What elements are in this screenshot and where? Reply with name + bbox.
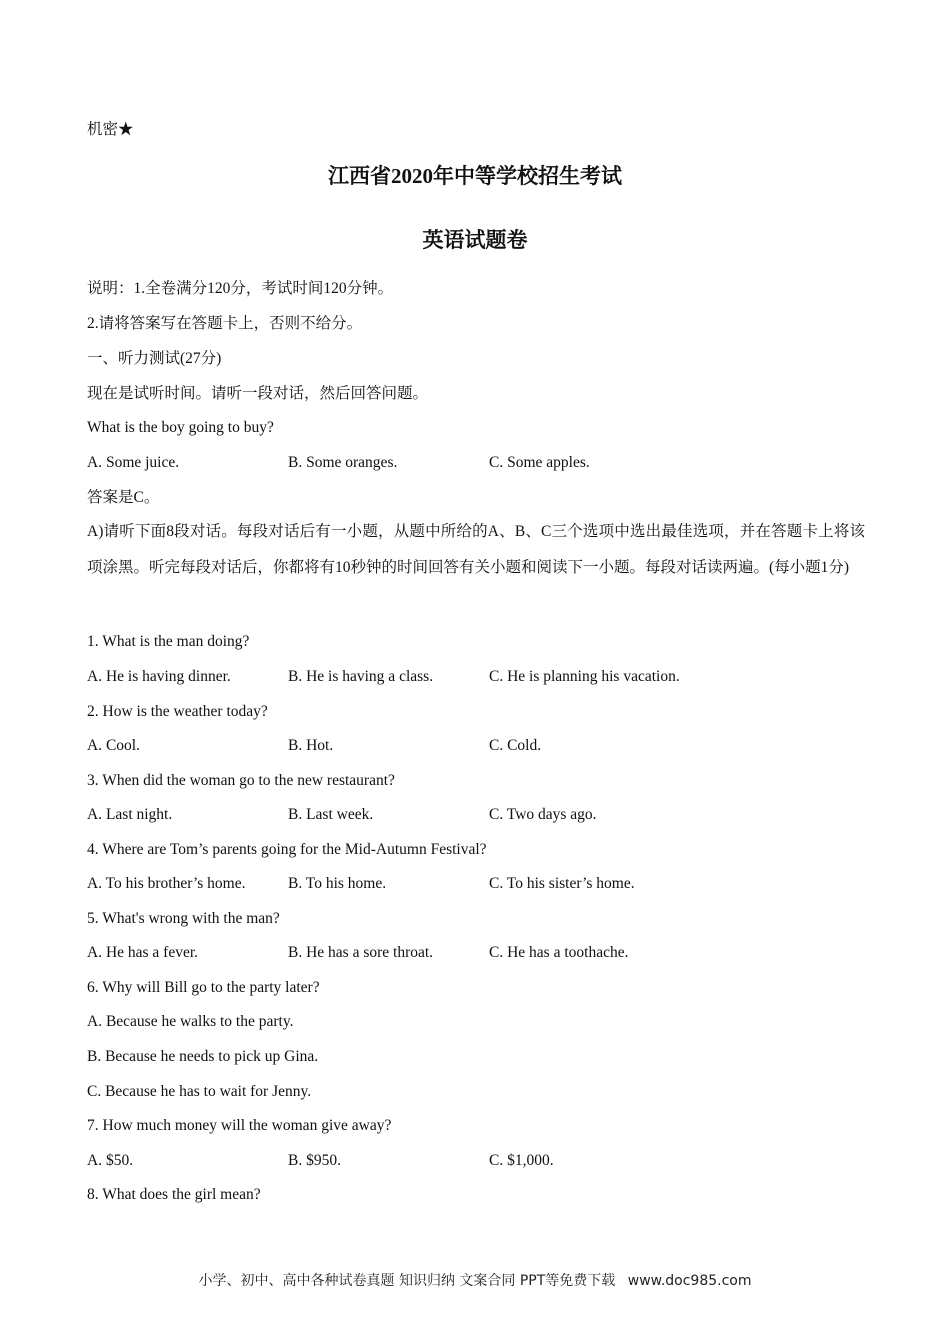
question-5: 5. What's wrong with the man?	[87, 910, 280, 927]
trial-option-c: C. Some apples.	[489, 454, 590, 471]
note-2: 2.请将答案写在答题卡上，否则不给分。	[87, 315, 363, 332]
trial-option-a: A. Some juice.	[87, 454, 180, 471]
q2-option-a: A. Cool.	[87, 737, 140, 754]
page-footer	[0, 1270, 950, 1290]
q7-option-a: A. $50.	[87, 1152, 134, 1169]
q5-option-b: B. He has a sore throat.	[288, 944, 434, 961]
section-title: 一、听力测试(27分)	[87, 350, 222, 367]
trial-question: What is the boy going to buy?	[87, 419, 274, 436]
note-1: 说明：1.全卷满分120分，考试时间120分钟。	[87, 280, 394, 297]
q3-option-c: C. Two days ago.	[489, 806, 597, 823]
question-4: 4. Where are Tom’s parents going for the Mid-Autumn Festival?	[87, 841, 487, 858]
question-1: 1. What is the man doing?	[87, 633, 250, 650]
question-8: 8. What does the girl mean?	[87, 1186, 261, 1203]
part-a-instructions: A)请听下面8段对话。每段对话后有一小题，从题中所给的A、B、C三个选项中选出最佳选项，并在答题卡上将该项涂黑。听完每段对话后，你都将有10秒钟的时间回答有关小题和阅读下一小题。每段对话读两遍。(每小题1分)	[87, 523, 865, 576]
q3-option-a: A. Last night.	[87, 806, 173, 823]
question-7: 7. How much money will the woman give away?	[87, 1117, 392, 1134]
confidential-mark: 机密★	[87, 121, 134, 138]
q2-option-b: B. Hot.	[288, 737, 334, 754]
question-2: 2. How is the weather today?	[87, 703, 268, 720]
q5-option-a: A. He has a fever.	[87, 944, 199, 961]
question-3: 3. When did the woman go to the new restaurant?	[87, 772, 395, 789]
q3-option-b: B. Last week.	[288, 806, 374, 823]
trial-answer: 答案是C。	[87, 489, 160, 506]
question-6: 6. Why will Bill go to the party later?	[87, 979, 320, 996]
footer-text: 小学、初中、高中各种试卷真题 知识归纳 文案合同 PPT等免费下载	[198, 1273, 616, 1289]
q4-option-a: A. To his brother’s home.	[87, 875, 246, 892]
q7-option-c: C. $1,000.	[489, 1152, 554, 1169]
trial-intro: 现在是试听时间。请听一段对话，然后回答问题。	[87, 385, 429, 402]
exam-subtitle: 英语试题卷	[422, 228, 528, 252]
footer-link[interactable]: www.doc985.com	[627, 1273, 752, 1289]
trial-option-b: B. Some oranges.	[288, 454, 398, 471]
q1-option-a: A. He is having dinner.	[87, 668, 231, 685]
q4-option-c: C. To his sister’s home.	[489, 875, 635, 892]
q2-option-c: C. Cold.	[489, 737, 542, 754]
q6-option-a: A. Because he walks to the party.	[87, 1013, 294, 1030]
q1-option-c: C. He is planning his vacation.	[489, 668, 680, 685]
q7-option-b: B. $950.	[288, 1152, 341, 1169]
q6-option-b: B. Because he needs to pick up Gina.	[87, 1048, 319, 1065]
q1-option-b: B. He is having a class.	[288, 668, 434, 685]
q6-option-c: C. Because he has to wait for Jenny.	[87, 1083, 312, 1100]
exam-title: 江西省2020年中等学校招生考试	[328, 164, 622, 188]
q5-option-c: C. He has a toothache.	[489, 944, 629, 961]
q4-option-b: B. To his home.	[288, 875, 387, 892]
